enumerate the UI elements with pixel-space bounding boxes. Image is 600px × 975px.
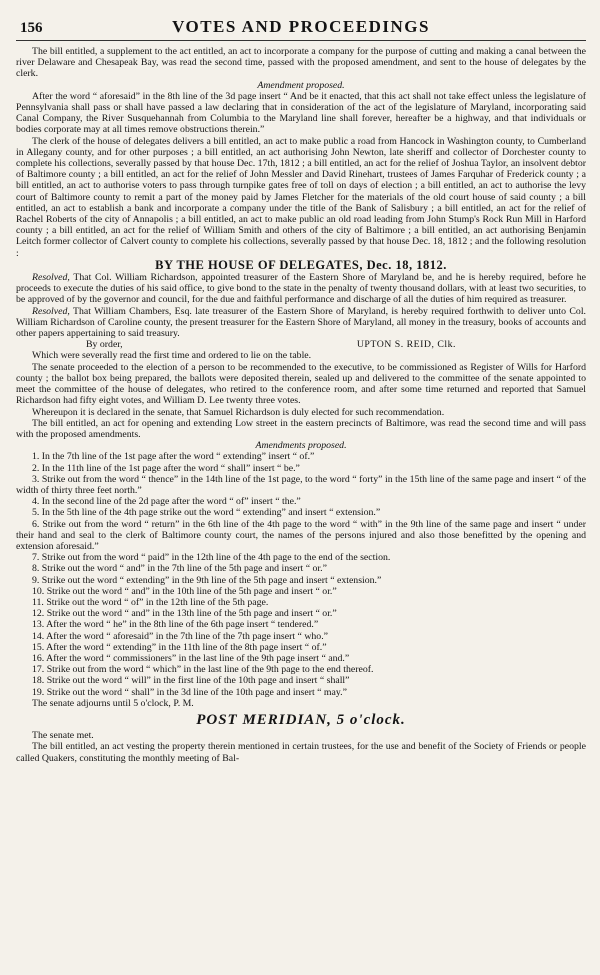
paragraph-canal-bill: The bill entitled, a supplement to the act entitled, an act to incorporate a company for the purpose of cutting and making a canal between the river Delaware and Chesapeak Bay, was read the second time, passed with the proposed amendment, and sent to the house of delegates by the clerk. — [16, 46, 586, 80]
list-item: 18. Strike out the word “ will” in the first line of the 10th page and insert “ shall” — [32, 675, 350, 687]
list-item: 15. After the word “ extending” in the 11th line of the 8th page insert “ of.” — [32, 641, 327, 653]
resolution-2-text: That William Chambers, Esq. late treasurer of the Eastern Shore of Maryland, is hereby required forthwith to deliver unto Col. William Richardson of Caroline county, the present treasurer for the Eastern Shore of Maryland, all money in the treasury, books of accounts and other papers appertaining to said treasury. — [16, 305, 586, 340]
list-item: 6. Strike out from the word “ return” in the 6th line of the 4th page to the word “ with” in the 9th line of the same page and insert “ under their hand and seal to the clerk of Baltimore county court, the names of the persons injured and also those benefitted by the opening and extension aforesaid.” — [16, 518, 586, 552]
list-item: 16. After the word “ commissioners” in the last line of the 9th page insert “ and.” — [32, 652, 350, 664]
paragraph-read-first-time: Which were severally read the first time and ordered to lie on the table. — [32, 350, 312, 362]
page-header — [16, 12, 586, 41]
clerk-signature: UPTON S. REID, Clk. — [356, 339, 456, 351]
house-of-delegates-heading: BY THE HOUSE OF DELEGATES, Dec. 18, 1812. — [155, 257, 447, 272]
amendments-list — [16, 451, 586, 697]
list-item: 19. Strike out the word “ shall” in the 3d line of the 10th page and insert “ may.” — [32, 686, 347, 698]
amendments-proposed-label: Amendments proposed. — [255, 440, 347, 452]
list-item: 10. Strike out the word “ and” in the 10th line of the 5th page and insert “ or.” — [32, 585, 337, 597]
list-item: 8. Strike out the word “ and” in the 7th line of the 5th page and insert “ or.” — [32, 563, 327, 575]
amendment-proposed-label: Amendment proposed. — [257, 79, 345, 91]
list-item: 14. After the word “ aforesaid” in the 7th line of the 7th page insert “ who.” — [32, 630, 328, 642]
document-body — [16, 46, 586, 764]
list-item: 3. Strike out from the word “ thence” in the 14th line of the 1st page, to the word “ forty” in the 15th line of the same page and insert “ of the width of thirty three feet north.” — [16, 473, 586, 496]
signature-line — [16, 339, 586, 350]
post-meridian-heading: POST MERIDIAN, 5 o'clock. — [196, 711, 406, 728]
list-item: 1. In the 7th line of the 1st page after the word “ extending” insert “ of.” — [32, 451, 315, 463]
paragraph-register-election: The senate proceeded to the election of a person to be recommended to the executive, to be commissioned as Register of Wills for Harford county ; the ballot box being prepared, the ballots were deposited therein, sealed up and delivered to the committee of the senate appointed to meet the committee of the house of delegates, who retired to the conference room, and after some time returned and reported that Samuel Richardson had fifty eight votes, and William D. Lee twenty three votes. — [16, 361, 586, 407]
paragraph-quakers-bill: The bill entitled, an act vesting the property therein mentioned in certain trustees, for the use and benefit of the Society of Friends or people called Quakers, constituting the monthly meeting of Bal- — [16, 741, 586, 764]
paragraph-low-street-bill: The bill entitled, an act for opening and extending Low street in the eastern precincts of Baltimore, was read the second time and will pass with the proposed amendments. — [16, 417, 586, 440]
paragraph-adjourn: The senate adjourns until 5 o'clock, P. M. — [32, 697, 194, 709]
by-order: By order, — [86, 339, 123, 351]
amendment-text: After the word “ aforesaid” in the 8th line of the 3d page insert “ And be it enacted, that this act shall not take effect unless the legislature of Pennsylvania shall pass or shall have passed a law declaring that in consideration of the act of the legislature of Maryland, incorporating said Canal Company, the River Susquehannah from Columbia to the Maryland line shall forever, hereafter be a highway, and that individuals or bodies corporate may at all times remove obstructions therein.” — [16, 90, 586, 136]
list-item: 13. After the word “ he” in the 8th line of the 6th page insert “ tendered.” — [32, 619, 319, 631]
resolution-1 — [16, 272, 586, 306]
list-item: 11. Strike out the word “ of” in the 12th line of the 5th page. — [32, 596, 269, 608]
paragraph-clerk-bills: The clerk of the house of delegates delivers a bill entitled, an act to make public a road from Hancock in Washington county, to Cumberland in Allegany county, and for other purposes ; a bill entitled, an act authorising John Newton, late sheriff and collector of Dorchester county to complete his collections, severally passed by that house Dec. 17th, 1812 ; a bill entitled, an act for the relief of Joshua Taylor, an insolvent debtor of Baltimore county ; a bill entitled, an act for the relief of John Messler and David Rinehart, trustees of James Farquhar of Frederick county ; a bill entitled, an act to authorise voters to pass through turnpike gates free of toll on days of election ; a bill entitled, an act to authorise the levy court of Baltimore county to remit a part of the money paid by James Fletcher for the materials of the old court house of said county ; a bill entitled, an act to establish a bank and incorporate a company under the title of the Bank of Salisbury ; a bill entitled, an act for the relief of Rachel Roberts of the city of Annapolis ; a bill entitled, an act to make public an old road leading from John Stump's Rock Run Mill in Harford county ; a bill entitled, an act for the relief of William Smith and others of the city of Baltimore ; a bill entitled, an act authorising Benjamin Leitch former collector of Calvert county to complete his collections, severally passed by that house Dec. 18, 1812 ; and the following resolution : — [16, 135, 586, 259]
resolution-1-text: That Col. William Richardson, appointed treasurer of the Eastern Shore of Maryland be, and he is hereby required, before he proceeds to execute the duties of his said office, to give bond to the state in the penalty of twenty thousand dollars, with at least two securities, to be approved of by the governor and council, for the due and faithful performance and discharge of all the duties of him required as treasurer. — [16, 272, 586, 306]
list-item: 5. In the 5th line of the 4th page strike out the word “ extending” and insert “ extension.” — [32, 507, 381, 519]
list-item: 9. Strike out the word “ extending” in the 9th line of the 5th page and insert “ extension.” — [32, 574, 382, 586]
list-item: 12. Strike out the word “ and” in the 13th line of the 5th page and insert “ or.” — [32, 608, 337, 620]
paragraph-duly-elected: Whereupon it is declared in the senate, that Samuel Richardson is duly elected for such recommendation. — [32, 406, 445, 418]
page-number: 156 — [20, 20, 43, 36]
resolved-lead: Resolved, — [32, 272, 70, 284]
list-item: 17. Strike out from the word “ which” in the last line of the 9th page to the end thereof. — [32, 664, 374, 676]
list-item: 7. Strike out from the word “ paid” in the 12th line of the 4th page to the end of the section. — [32, 552, 391, 564]
paragraph-senate-met: The senate met. — [32, 730, 94, 742]
list-item: 4. In the second line of the 2d page after the word “ of” insert “ the.” — [32, 496, 301, 508]
running-title: VOTES AND PROCEEDINGS — [172, 17, 430, 36]
resolution-2 — [16, 306, 586, 340]
list-item: 2. In the 11th line of the 1st page after the word “ shall” insert “ be.” — [32, 462, 300, 474]
resolved-lead: Resolved, — [32, 305, 70, 317]
